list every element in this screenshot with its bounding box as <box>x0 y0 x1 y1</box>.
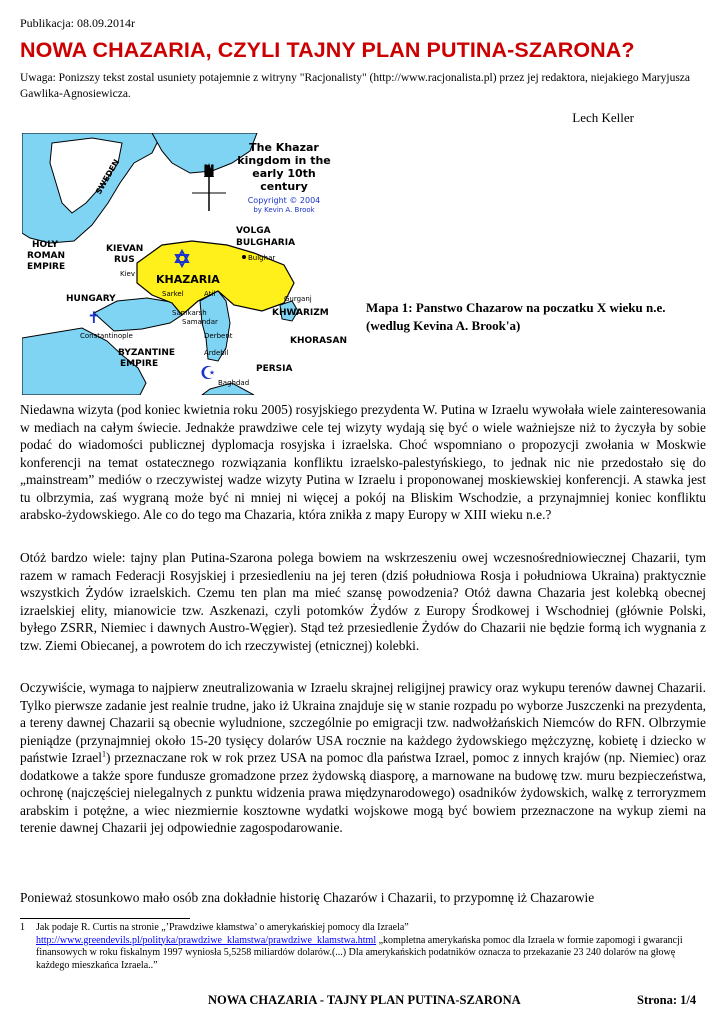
footnote-text-a: Jak podaje R. Curtis na stronie „’Prawdziwe kłamstwa’ o amerykańskiej pomocy dla Izraela” <box>36 922 409 933</box>
label-samandar: Samandar <box>182 318 218 326</box>
label-kievan: KIEVAN <box>106 244 144 254</box>
paragraph-4: Ponieważ stosunkowo mało osób zna dokładnie historię Chazarów i Chazarii, to przypomnę iż Chazarowie <box>20 890 595 905</box>
label-sarkel: Sarkel <box>162 290 184 298</box>
footnote <box>20 922 706 972</box>
paragraph-1: Niedawna wizyta (pod koniec kwietnia roku 2005) rosyjskiego prezydenta W. Putina w Izraelu wywołała wiele zainteresowania w mediach na całym świecie. Jednakże prawdziwe cele tej wizyty wydają się być o wiele ważniejsze niż to życzyła by sobie podać do wiadomości publicznej dyplomacja rosyjska i izraelska. Choć wspomniano o propozycji zwołania w Moskwie konferencji na temat ostatecznego rozwiązania konfliktu izraelsko-palestyńskiego, to jednak nic nie przedostało się do „mainstream” mediów o rzeczywistej wadze wizyty Putina w Izraelu i proponowanej moskiewskiej konferencji. A stawka jest tu olbrzymia, zaś wygraną może być ni mniej ni więcej a pokój na Bliskim Wschodzie, a przynajmniej koniec konfliktu arabsko-żydowskiego. Ale co do tego ma Chazaria, która znikła z mapy Europy w XIII wieku n.e.? <box>20 402 706 522</box>
label-constantinople: Constantinople <box>80 332 133 340</box>
label-byzantine-empire: EMPIRE <box>120 359 159 369</box>
crescent-icon: ☪ <box>199 363 217 384</box>
khazar-map <box>22 133 362 395</box>
footnote-number: 1 <box>20 922 25 933</box>
label-roman: ROMAN <box>27 251 66 261</box>
page-number: Strona: 1/4 <box>637 993 697 1007</box>
label-ardebil: Ardebil <box>204 349 229 357</box>
paragraph-3-part-a: Oczywiście, wymaga to najpierw zneutralizowania w Izraelu skrajnej religijnej prawicy oraz wykupu terenów dawnej Chazarii. Tylko pierwsze zadanie jest realnie trudne, jako iż Ukraina znajduje się w stanie rozpadu po wyborze Juszczenki na prezydenta, a tereny dawnej Chazarii są obecnie wyludnione, szczególnie po emigracji tzw. nadwołżańskich Niemców do RFN. Olbrzymie pieniądze (przynajmniej około 15-20 tysięcy dolarów USA rocznie na każdego żydowskiego mężczyznę, kobietę i dziecko w państwie Izrael <box>20 680 706 765</box>
label-bulghar: Bulghar <box>248 254 276 262</box>
author-name: Lech Keller <box>572 110 634 125</box>
label-rus: RUS <box>114 255 135 265</box>
label-derbent: Derbent <box>204 332 233 340</box>
label-holy: HOLY <box>32 240 59 250</box>
paragraph-3 <box>20 679 706 837</box>
footnote-divider <box>20 918 190 919</box>
footnote-ref[interactable]: 1 <box>101 749 106 759</box>
footnote-text-b: „kompletna amerykańska pomoc dla Izraela w formie zapomogi i gwarancji finansowych w roku fiskalnym 1997 wyniosła 5,5258 miliardów dolarów.(...) Dla amerykańskich podatników oznacza to przekazanie 23 240 dolarów na głowę każdego mieszkańca Izraela..” <box>36 934 683 971</box>
label-persia: PERSIA <box>256 364 293 374</box>
label-khwarizm: KHWARIZM <box>272 308 329 318</box>
map-title-line-1: The Khazar <box>249 141 319 154</box>
map-title-line-2: kingdom in the <box>237 154 331 167</box>
label-bulgharia: BULGHARIA <box>236 238 296 248</box>
label-atil: Atil <box>204 290 216 298</box>
label-gurganj: Gurganj <box>284 295 312 303</box>
label-volga: VOLGA <box>236 226 271 236</box>
paragraph-3-part-b: ) przeznaczane rok w rok przez USA na pomoc dla państwa Izrael, pomoc z innych krajów (np. Niemiec) oraz dodatkowe a także spore fundusze gromadzone przez żydowską diasporę, a marnowane na budowę tzw. muru bezpieczeństwa, ochronę (najczęściej nielegalnych z punktu widzenia prawa międzynarodowego) osadników żydowskich, walkę z terroryzmem arabskim i potężne, a wiec niezmiernie kosztowne wydatki wojskowe mogą być bowiem przeznaczone na wykup ziemi na terenie dawnej Chazarii jej odpowiednie zagospodarowanie. <box>20 750 706 835</box>
map-copyright: Copyright © 2004 <box>247 196 321 205</box>
label-khazaria: KHAZARIA <box>156 273 220 286</box>
label-baghdad: Baghdad <box>218 379 250 387</box>
compass-letter: N <box>203 163 215 179</box>
map-title-line-3: early 10th <box>252 167 316 180</box>
removal-note: Uwaga: Ponizszy tekst zostal usuniety potajemnie z witryny "Racjonalisty" (http://www.racjonalista.pl) przez jej redaktora, niejakiego Maryjusza Gawlika-Agnosiewicza. <box>20 72 691 100</box>
map-caption: Mapa 1: Panstwo Chazarow na poczatku X wieku n.e. (wedlug Kevina A. Brook'a) <box>366 300 666 333</box>
label-hungary: HUNGARY <box>66 294 116 304</box>
page-title: NOWA CHAZARIA, CZYLI TAJNY PLAN PUTINA-SZARONA? <box>20 38 635 62</box>
footer-title: NOWA CHAZARIA - TAJNY PLAN PUTINA-SZARONA <box>208 993 521 1007</box>
label-sweden: SWEDEN <box>93 157 122 196</box>
map-title-line-4: century <box>260 180 308 193</box>
publication-date: Publikacja: 08.09.2014r <box>20 16 135 30</box>
label-kiev: Kiev <box>120 270 135 278</box>
map-copyright-by: by Kevin A. Brook <box>253 206 315 214</box>
cross-icon: ✝ <box>87 308 101 327</box>
label-byzantine: BYZANTINE <box>118 348 176 358</box>
label-samkarsh: Samkarsh <box>172 309 207 317</box>
label-empire: EMPIRE <box>27 262 66 272</box>
label-khorasan: KHORASAN <box>290 336 348 346</box>
footnote-link[interactable]: http://www.greendevils.pl/polityka/prawdziwe_klamstwa/prawdziwe_klamstwa.html <box>36 934 377 946</box>
paragraph-2: Otóż bardzo wiele: tajny plan Putina-Szarona polega bowiem na wskrzeszeniu owej wczesnośredniowiecznej Chazarii, tym razem w ramach Federacji Rosyjskiej i przesiedleniu na jej teren (dziś południowa Rosja i południowa Ukraina) praktycznie wszystkich Żydów izraelskich. Czemu ten plan ma mieć szansę powodzenia? Otóż dawna Chazaria jest kolebką obecnej izraelskiej elity, mianowicie tzw. Aszkenazi, czyli potomków Żydów z Europy Środkowej i Wschodniej (głównie Polski, byłego ZSRR, Niemiec i dawnych Austro-Węgier). Stąd też przesiedlenie Żydów do Chazarii nie będzie formą ich wygnania z tzw. Ziemi Obiecanej, a powrotem do ich rzeczywistej (etnicznej) kolebki. <box>20 550 706 653</box>
